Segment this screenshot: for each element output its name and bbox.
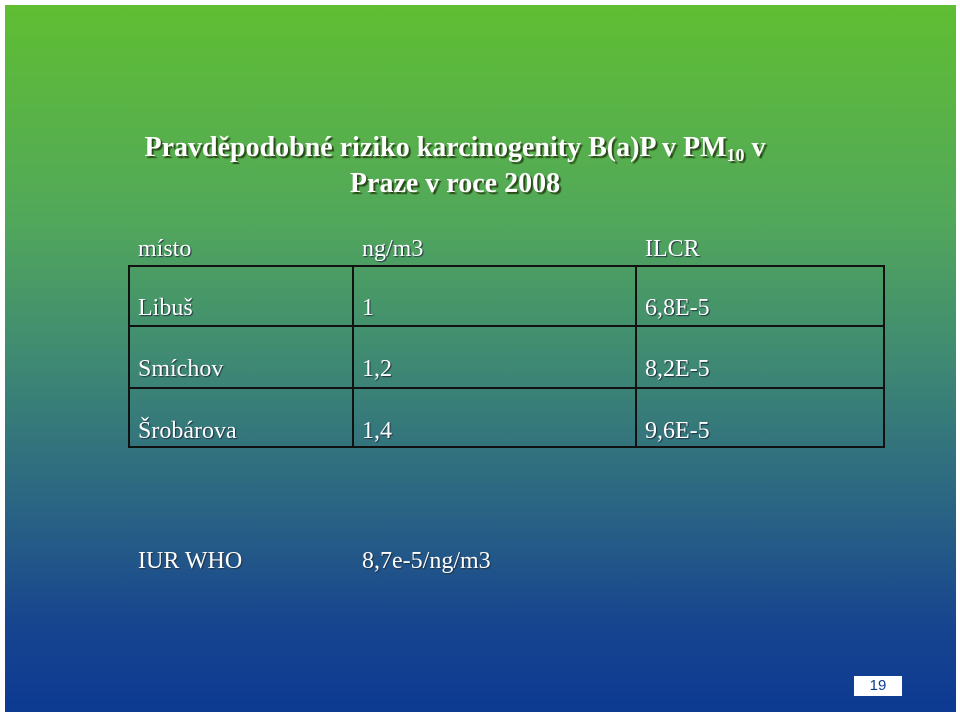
slide <box>5 5 956 712</box>
table-col-divider <box>352 267 354 446</box>
slide-title-line1 <box>65 131 845 165</box>
table-cell-conc: 1 <box>362 295 374 321</box>
title-text-end: v <box>744 132 766 163</box>
header-misto: místo <box>138 236 192 262</box>
table-row-divider <box>130 325 883 327</box>
table-cell-ilcr: 9,6E-5 <box>645 418 710 444</box>
table-cell-ilcr: 8,2E-5 <box>645 356 710 382</box>
title-text: Pravděpodobné riziko karcinogenity B(a)P v PM <box>144 132 727 163</box>
table-col-divider <box>635 267 637 446</box>
data-table <box>128 265 885 448</box>
table-cell-conc: 1,2 <box>362 356 392 382</box>
table-cell-site: Smíchov <box>138 356 224 382</box>
table-cell-site: Libuš <box>138 295 193 321</box>
table-cell-site: Šrobárova <box>138 418 237 444</box>
page-number: 19 <box>854 676 902 696</box>
table-cell-conc: 1,4 <box>362 418 392 444</box>
header-concentration: ng/m3 <box>362 236 424 262</box>
slide-title-line2: Praze v roce 2008 <box>349 168 561 199</box>
iur-value: 8,7e-5/ng/m3 <box>362 548 491 574</box>
title-subscript: 10 <box>726 145 745 165</box>
header-ilcr: ILCR <box>645 236 700 262</box>
iur-label: IUR WHO <box>138 548 243 574</box>
table-row-divider <box>130 387 883 389</box>
table-cell-ilcr: 6,8E-5 <box>645 295 710 321</box>
